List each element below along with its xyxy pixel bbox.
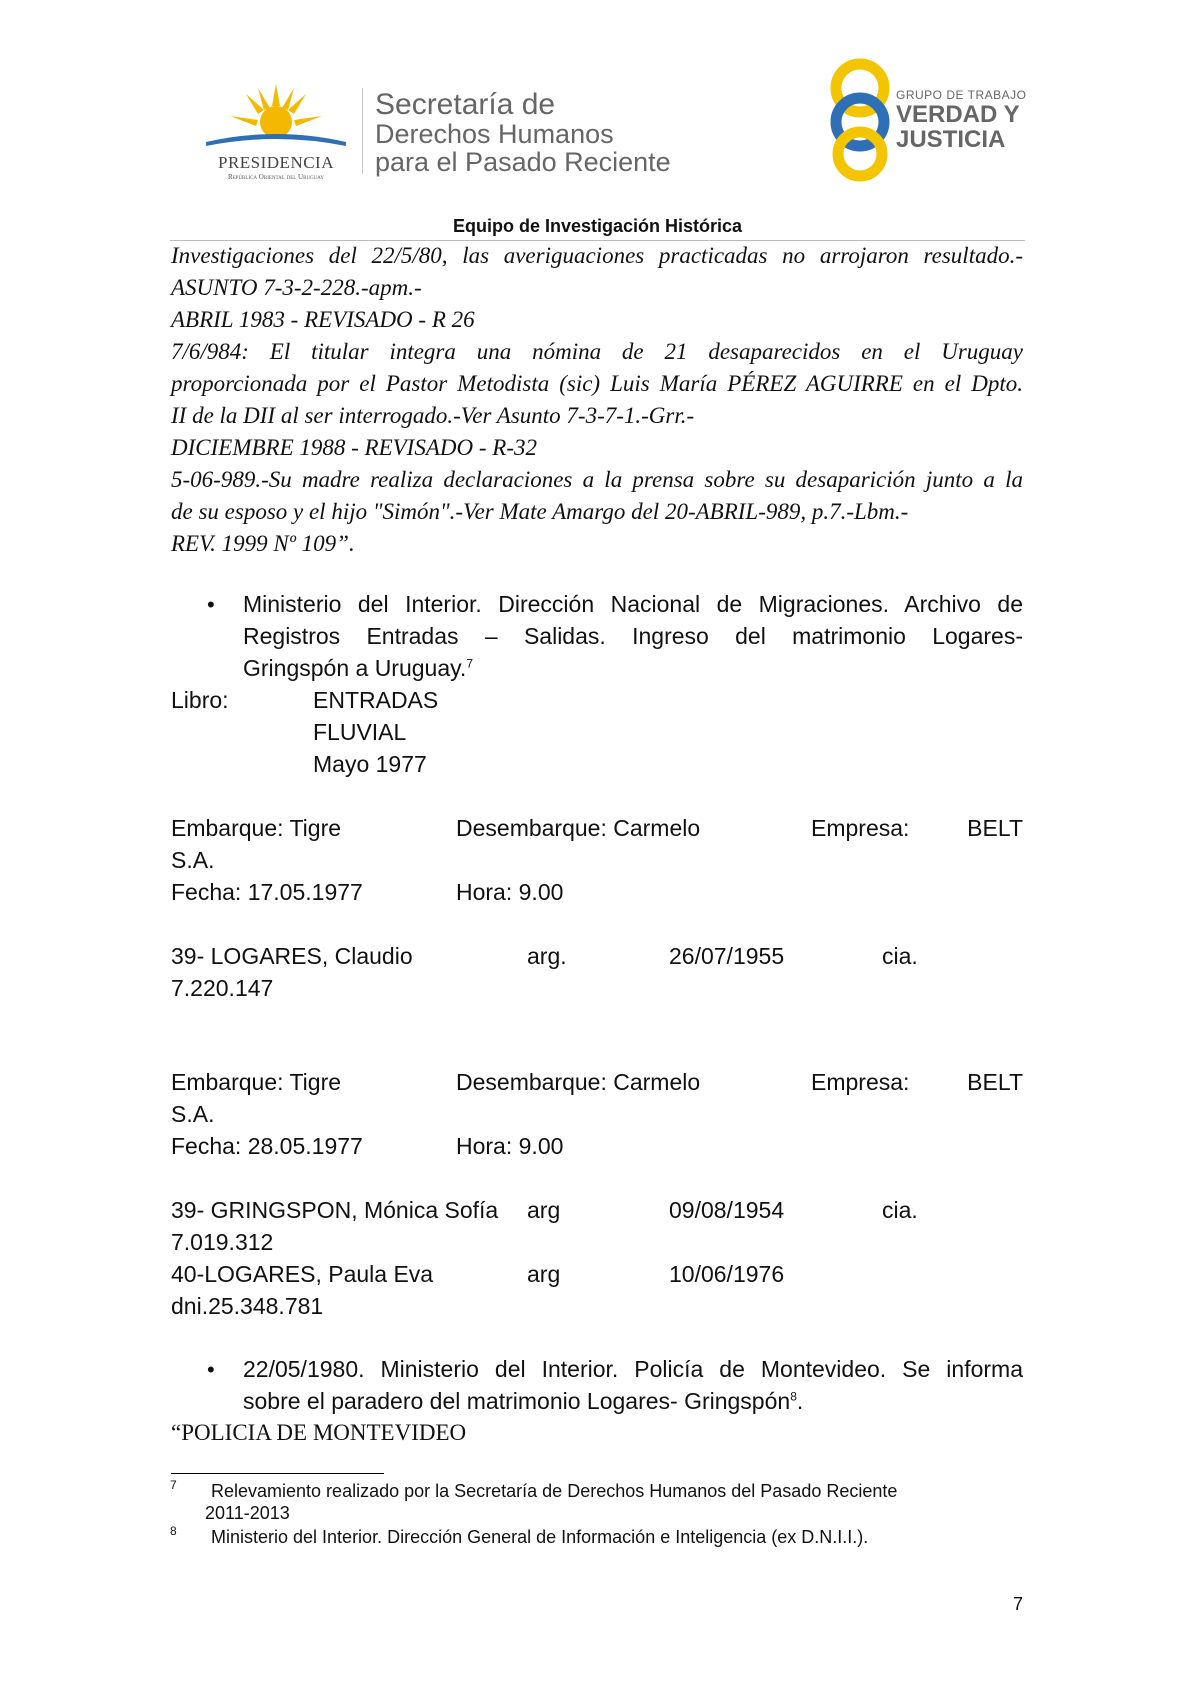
passenger-doc-type: cia.: [882, 943, 918, 969]
libro-label: Libro:: [171, 687, 229, 713]
secretaria-line1: Secretaría de: [375, 88, 556, 121]
quote-block: [171, 240, 1023, 560]
passenger-name: 40-LOGARES, Paula Eva: [171, 1261, 434, 1287]
presidencia-text: PRESIDENCIA: [217, 153, 334, 172]
quote-line: DICIEMBRE 1988 - REVISADO - R-32: [171, 435, 537, 460]
presidencia-logo: [196, 80, 356, 180]
libro-value: Mayo 1977: [313, 751, 427, 777]
footnote-rule: [171, 1473, 384, 1474]
passenger-doc: dni.25.348.781: [171, 1293, 324, 1319]
quote-line: ABRIL 1983 - REVISADO - R 26: [171, 307, 475, 332]
policia-heading: “POLICIA DE MONTEVIDEO: [171, 1420, 467, 1445]
passenger-doc: 7.220.147: [171, 975, 274, 1001]
passenger-nationality: arg: [527, 1197, 561, 1223]
desembarque: Desembarque: Carmelo: [456, 815, 701, 841]
bullet-text: sobre el paradero del matrimonio Logares- Gringspón: [243, 1388, 791, 1414]
bullet-text-end: .: [796, 1388, 804, 1414]
quote-line: de su esposo y el hijo "Simón".-Ver Mate Amargo del 20-ABRIL-989, p.7.-Lbm.-: [171, 499, 909, 524]
embarque: Embarque: Tigre: [171, 815, 342, 841]
quote-line: REV. 1999 Nº 109”.: [171, 531, 355, 556]
empresa-label: Empresa:: [811, 1069, 910, 1095]
hora: Hora: 9.00: [456, 879, 564, 905]
sun-icon: [196, 80, 356, 150]
verdad-justicia-logo: [820, 58, 900, 182]
quote-line: 5-06-989.-Su madre realiza declaraciones a la prensa sobre su desaparición junto a la: [171, 467, 1023, 492]
libro-value: FLUVIAL: [313, 719, 407, 745]
secretaria-line2: Derechos Humanos: [375, 119, 614, 149]
footnote-text: 2011-2013: [205, 1503, 290, 1523]
libro-value: ENTRADAS: [313, 687, 439, 713]
grupo-line1: GRUPO DE TRABAJO: [896, 88, 1027, 102]
footnote-number: 7: [170, 1478, 177, 1492]
bullet-line: 22/05/1980. Ministerio del Interior. Policía de Montevideo. Se informa: [243, 1356, 1023, 1382]
grupo-line3: JUSTICIA: [896, 126, 1006, 153]
grupo-line2: VERDAD Y: [896, 101, 1020, 128]
embarque: Embarque: Tigre: [171, 1069, 342, 1095]
footnote-ref: 7: [466, 656, 473, 671]
bullet-dot: •: [207, 592, 215, 617]
bullet-dot: •: [207, 1357, 215, 1382]
bullet-line: Registros Entradas – Salidas. Ingreso del matrimonio Logares-: [243, 623, 1023, 649]
footnote-text: Relevamiento realizado por la Secretaría de Derechos Humanos del Pasado Reciente: [211, 1481, 898, 1501]
bullet-line-last: [243, 655, 473, 682]
passenger-name: 39- GRINGSPON, Mónica Sofía: [171, 1197, 499, 1223]
bullet-line-last: [243, 1388, 803, 1415]
passenger-dob: 10/06/1976: [669, 1261, 785, 1287]
empresa-value: BELT: [967, 1069, 1023, 1095]
secretaria-block: [375, 90, 671, 176]
passenger-dob: 26/07/1955: [669, 943, 785, 969]
footnote-text: Ministerio del Interior. Dirección General de Información e Inteligencia (ex D.N.I.I.).: [211, 1527, 869, 1547]
fecha: Fecha: 28.05.1977: [171, 1133, 363, 1159]
quote-line: proporcionada por el Pastor Metodista (sic) Luis María PÉREZ AGUIRRE en el Dpto.: [171, 371, 1023, 396]
page-number: 7: [1013, 1594, 1024, 1614]
empresa-value-cont: S.A.: [171, 847, 215, 873]
hora: Hora: 9.00: [456, 1133, 564, 1159]
bullet-text: Gringspón a Uruguay.: [243, 655, 467, 681]
grupo-block: [896, 88, 1026, 152]
passenger-nationality: arg.: [527, 943, 567, 969]
fecha: Fecha: 17.05.1977: [171, 879, 363, 905]
footnote-ref: 8: [790, 1389, 797, 1404]
passenger-nationality: arg: [527, 1261, 561, 1287]
passenger-doc-type: cia.: [882, 1197, 918, 1223]
quote-line: ASUNTO 7-3-2-228.-apm.-: [171, 275, 422, 300]
footnote-number: 8: [170, 1524, 177, 1538]
passenger-doc: 7.019.312: [171, 1229, 274, 1255]
header-divider: [362, 88, 363, 174]
presidencia-subtext: República Oriental del Uruguay: [227, 173, 325, 181]
passenger-dob: 09/08/1954: [669, 1197, 785, 1223]
bullet-line: Ministerio del Interior. Dirección Nacional de Migraciones. Archivo de: [243, 591, 1023, 617]
passenger-name: 39- LOGARES, Claudio: [171, 943, 413, 969]
desembarque: Desembarque: Carmelo: [456, 1069, 701, 1095]
quote-line: II de la DII al ser interrogado.-Ver Asunto 7-3-7-1.-Grr.-: [171, 403, 695, 428]
empresa-value-cont: S.A.: [171, 1101, 215, 1127]
secretaria-line3: para el Pasado Reciente: [375, 147, 671, 177]
linked-rings-icon: [820, 58, 900, 182]
team-title: Equipo de Investigación Histórica: [452, 216, 743, 236]
empresa-value: BELT: [967, 815, 1023, 841]
quote-line: Investigaciones del 22/5/80, las averiguaciones practicadas no arrojaron resultado.-: [171, 243, 1023, 268]
quote-line: 7/6/984: El titular integra una nómina de 21 desaparecidos en el Uruguay: [171, 339, 1023, 364]
empresa-label: Empresa:: [811, 815, 910, 841]
